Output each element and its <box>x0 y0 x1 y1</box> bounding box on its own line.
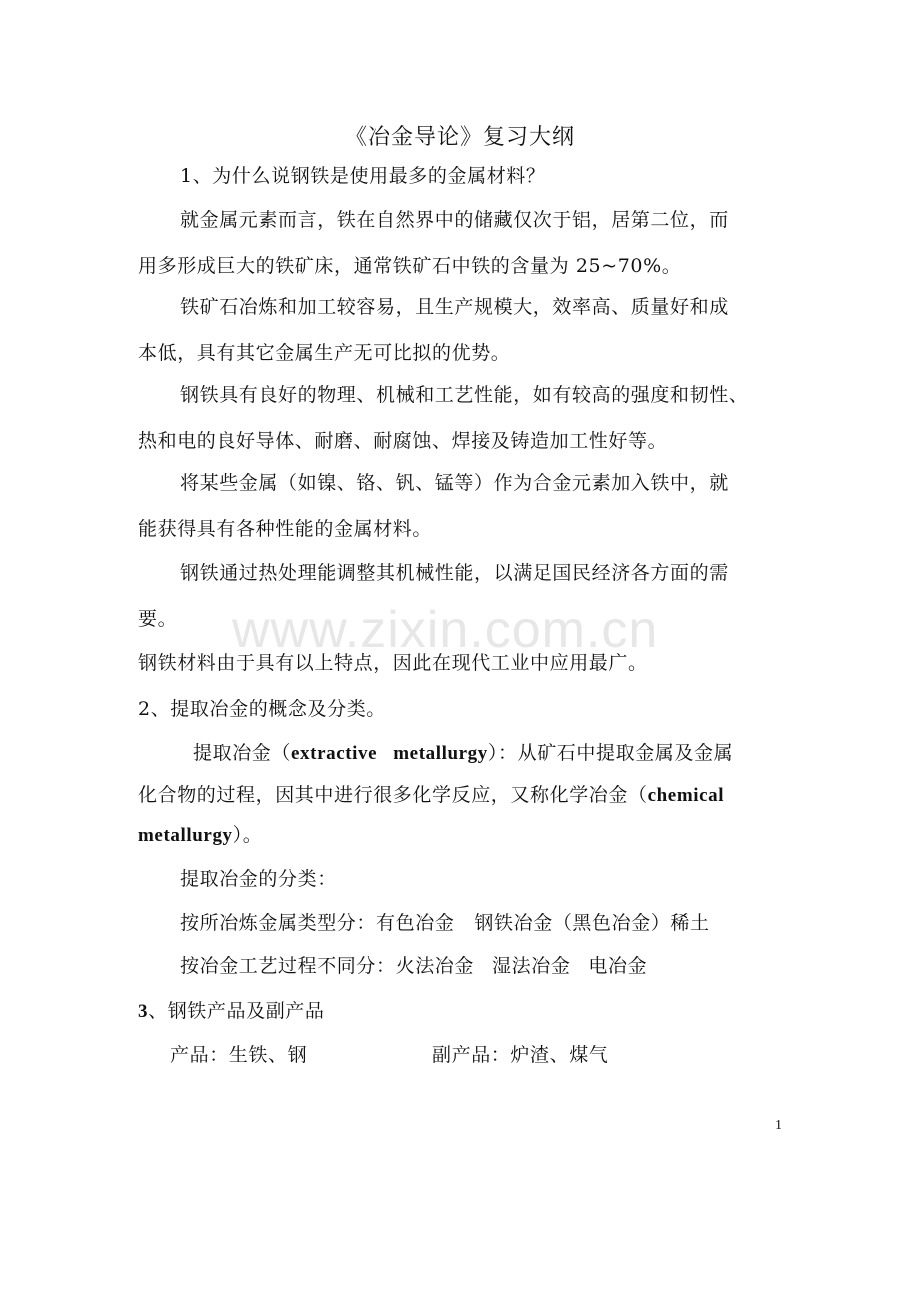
classification-by-process <box>180 953 647 979</box>
section3-heading-text: 、钢铁产品及副产品 <box>148 1000 325 1022</box>
section3-heading <box>138 998 325 1025</box>
definition-line-3 <box>138 822 262 849</box>
definition-suffix: ）：从矿石中提取金属及金属 <box>487 742 734 764</box>
classification-item: 钢铁冶金（黑色冶金）稀土 <box>474 912 710 934</box>
paragraph-3-line-2: 热和电的良好导体、耐磨、耐腐蚀、焊接及铸造加工性好等。 <box>138 430 668 452</box>
classification-by-metal-label: 按所冶炼金属类型分： <box>180 912 377 934</box>
classification-by-metal <box>180 910 710 936</box>
byproducts-line: 副产品：炉渣、煤气 <box>432 1044 609 1066</box>
classification-item: 有色冶金 <box>376 912 455 934</box>
classification-item: 湿法冶金 <box>492 955 571 977</box>
paragraph-4-line-1: 将某些金属（如镍、铬、钒、锰等）作为合金元素加入铁中，就 <box>180 472 729 494</box>
definition-term: extractive metallurgy <box>291 743 488 764</box>
paragraph-3-line-1: 钢铁具有良好的物理、机械和工艺性能，如有较高的强度和韧性、 <box>180 384 749 406</box>
watermark: www.zixin.com.cn <box>232 601 659 659</box>
classification-heading: 提取冶金的分类： <box>180 868 337 890</box>
definition-line-2 <box>138 782 724 809</box>
classification-item: 火法冶金 <box>395 955 475 977</box>
definition-line-2-text: 化合物的过程，因其中进行很多化学反应，又称化学冶金（ <box>138 784 648 806</box>
definition-line-3-suffix: ）。 <box>232 824 263 846</box>
definition-prefix: 提取冶金（ <box>193 742 292 764</box>
section1-heading: 1、为什么说钢铁是使用最多的金属材料？ <box>180 165 546 187</box>
section3-heading-number: 3 <box>138 1001 149 1022</box>
paragraph-5-line-1: 钢铁通过热处理能调整其机械性能，以满足国民经济各方面的需 <box>180 562 729 584</box>
definition-line-2-term: chemical <box>647 785 725 806</box>
paragraph-1-line-2: 用多形成巨大的铁矿床，通常铁矿石中铁的含量为 25~70%。 <box>138 255 682 277</box>
classification-item: 电冶金 <box>588 955 648 977</box>
conclusion-line: 钢铁材料由于具有以上特点，因此在现代工业中应用最广。 <box>138 652 648 674</box>
section2-heading: 2、提取冶金的概念及分类。 <box>138 698 386 720</box>
paragraph-2-line-2: 本低，具有其它金属生产无可比拟的优势。 <box>138 342 511 364</box>
definition-line-3-term: metallurgy <box>138 825 233 846</box>
paragraph-5-line-2: 要。 <box>138 608 178 630</box>
paragraph-2-line-1: 铁矿石冶炼和加工较容易，且生产规模大，效率高、质量好和成 <box>180 296 729 318</box>
classification-by-process-label: 按冶金工艺过程不同分： <box>180 955 396 977</box>
paragraph-4-line-2: 能获得具有各种性能的金属材料。 <box>138 518 433 540</box>
page-title: 《冶金导论》复习大纲 <box>344 125 575 150</box>
page-number: 1 <box>775 1118 782 1133</box>
definition-line-1 <box>193 740 733 767</box>
paragraph-1-line-1: 就金属元素而言，铁在自然界中的储藏仅次于铝，居第二位，而 <box>180 209 729 231</box>
products-line: 产品：生铁、钢 <box>170 1044 308 1066</box>
